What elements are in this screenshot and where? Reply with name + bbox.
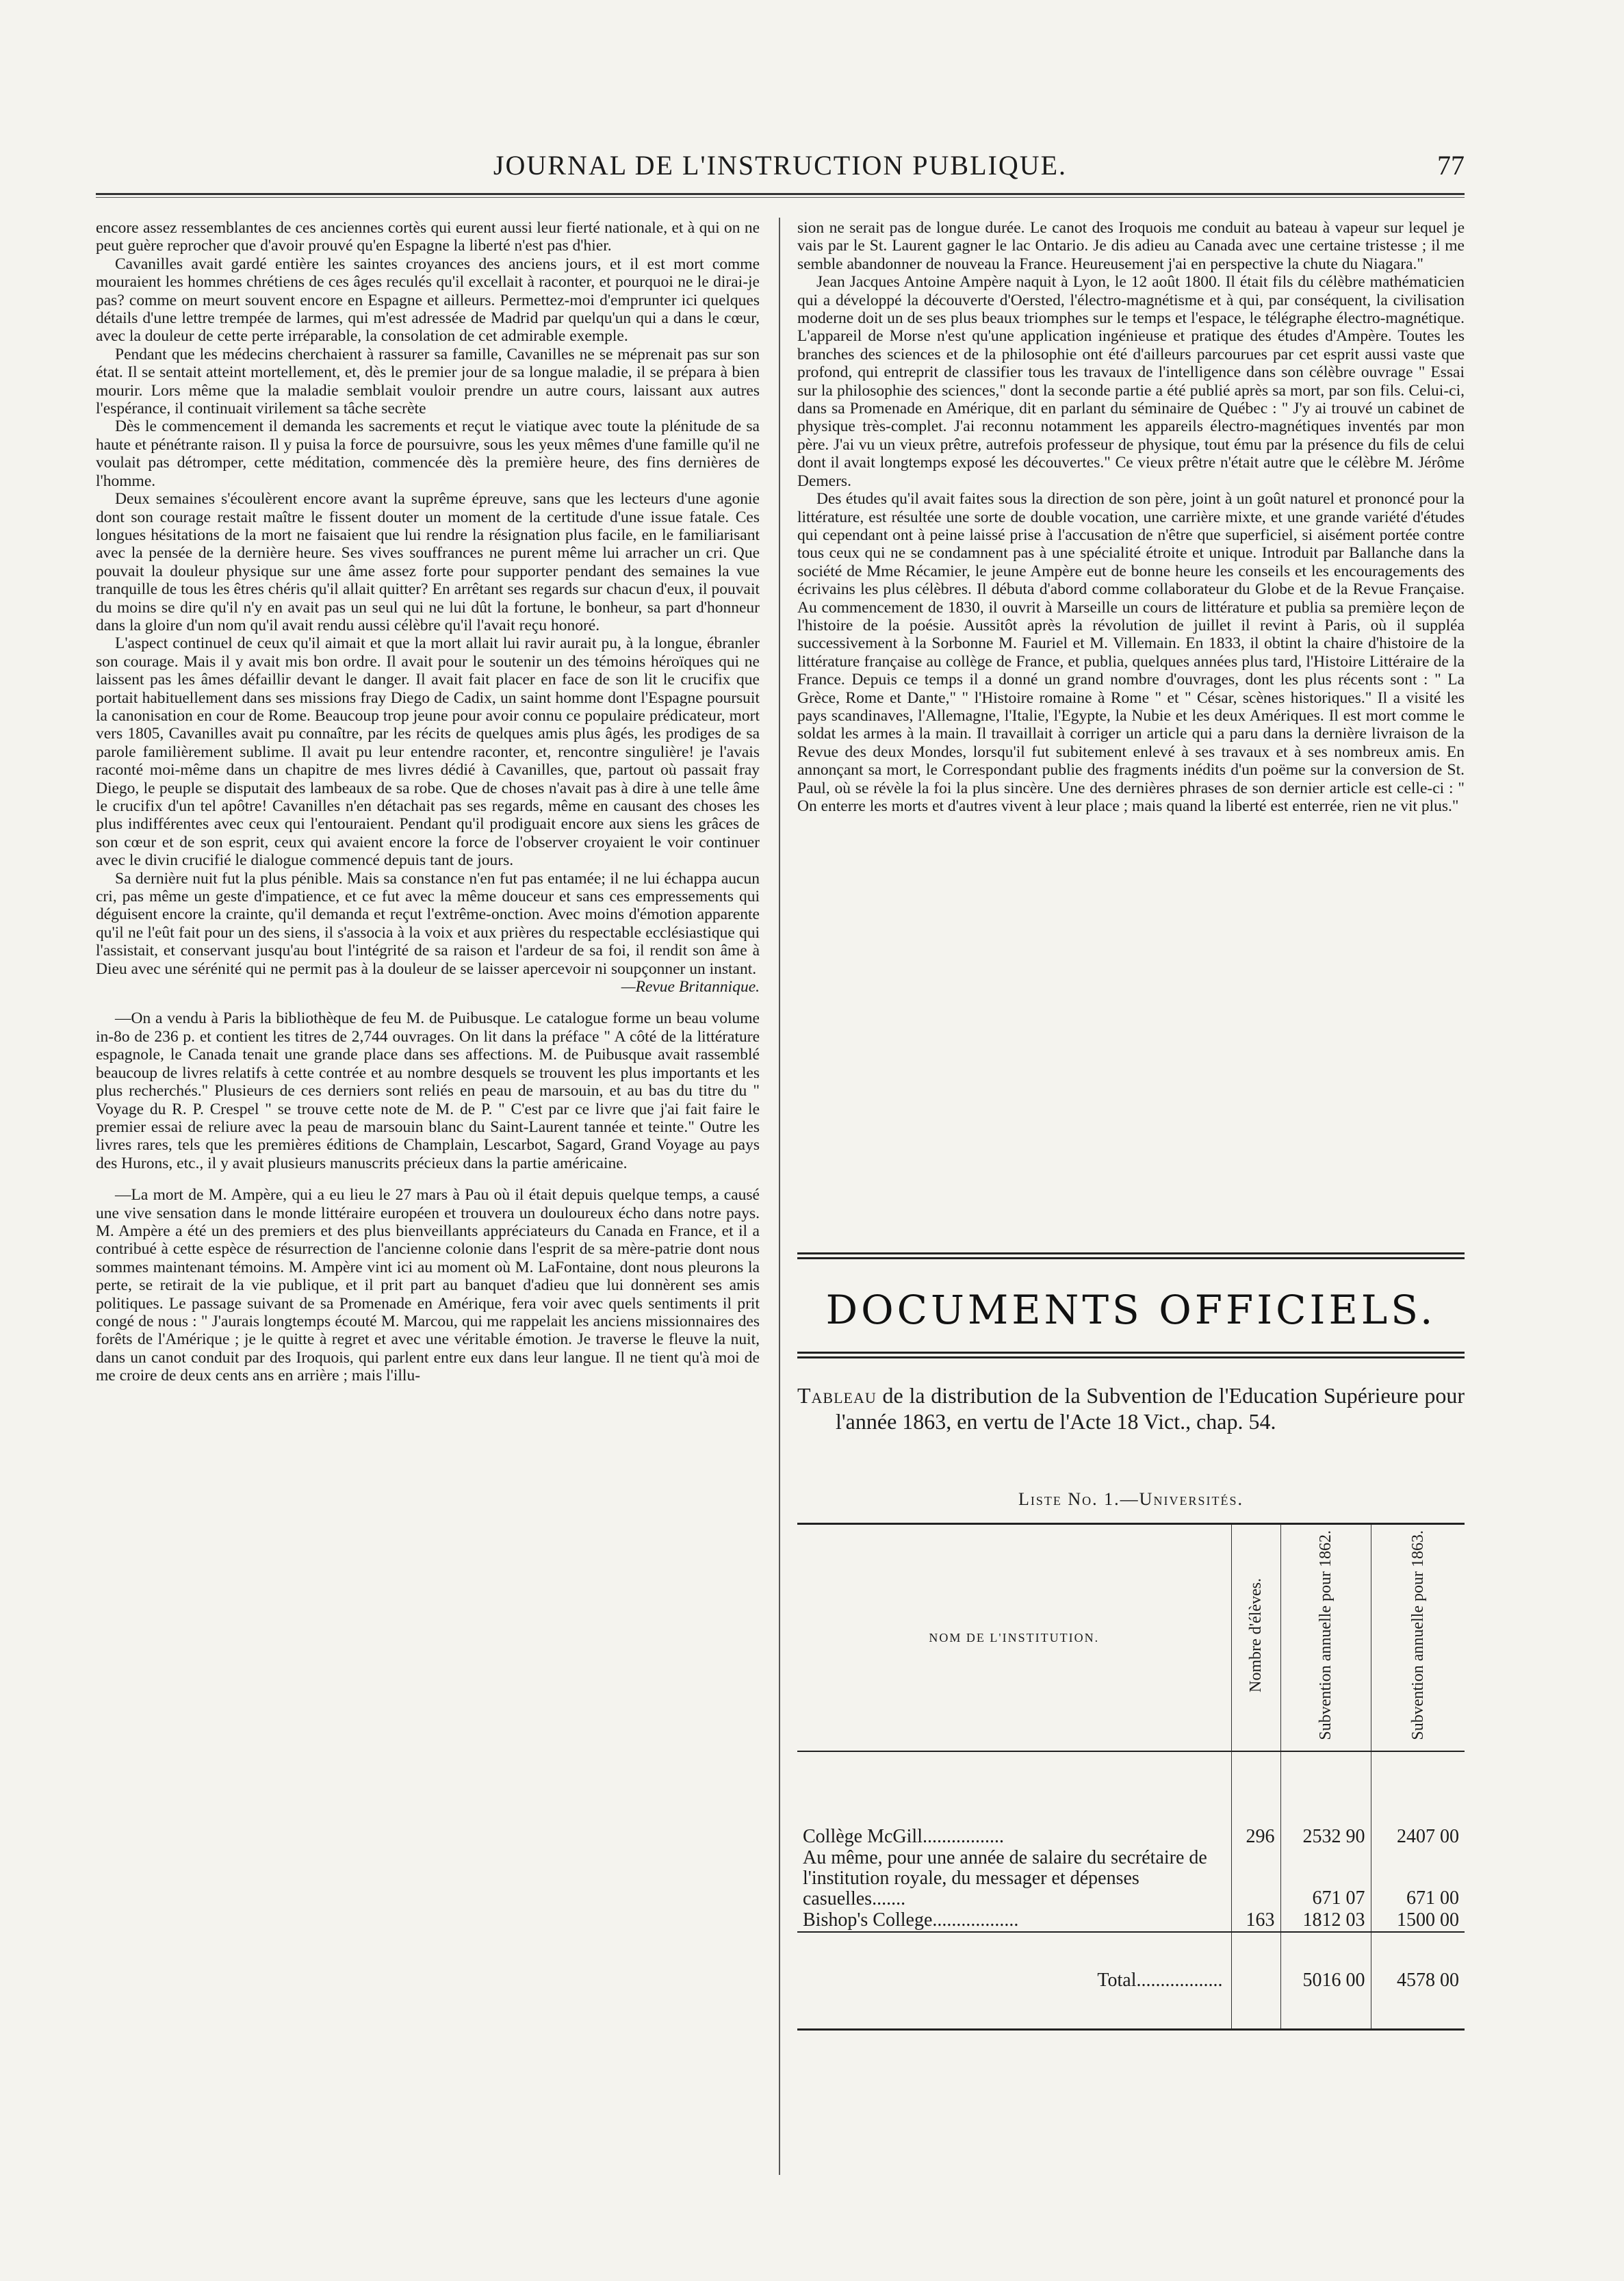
- caption-text: de la distribution de la Subvention de l'Education Supérieure pour l'année 1863, en vertu de l'Acte 18 Vict., chap. 54.: [836, 1383, 1465, 1434]
- total-1863: 4578 00: [1371, 1932, 1465, 2030]
- caption-lead: Tableau: [797, 1383, 877, 1408]
- column-header-1862: [1280, 1524, 1371, 1752]
- header-rule: [96, 193, 1465, 198]
- total-pupils: [1231, 1932, 1280, 2030]
- grant-1863: 671 00: [1371, 1848, 1465, 1909]
- table-spacer: [797, 1751, 1465, 1826]
- section-rule-bottom: [797, 1352, 1465, 1358]
- table-row: [797, 1909, 1465, 1932]
- pupils-count: [1231, 1848, 1280, 1909]
- column-header-pupils-text: Nombre d'élèves.: [1247, 1577, 1265, 1692]
- source-credit: [96, 978, 760, 996]
- paragraph: Cavanilles avait gardé entière les saintes croyances des anciens jours, et il est mort comme mouraient les hommes chrétiens de ces âges reculés qu'il excellait à raconter, et pourquoi ne le dirai-je pas? comme on meurt souvent encore en Espagne et ailleurs. Permettez-moi d'emprunter ici quelques détails d'une lettre trempée de larmes, qui m'est adressée de Madrid par quelqu'un qui a dans le cœur, avec la douleur de cette perte irréparable, la consolation de cet admirable exemple.: [96, 255, 760, 346]
- grant-1862: 1812 03: [1280, 1909, 1371, 1932]
- paragraph: Deux semaines s'écoulèrent encore avant la suprême épreuve, sans que les lecteurs d'une agonie dont son courage restait maître le fissent douter un moment de la certitude d'une issue fatale. Ces longues hésitations de la mort ne faisaient que lui rendre la résignation plus facile, en le familiarisant avec la pensée de la dernière heure. Ses vives souffrances ne purent même lui arracher un cri. Que pouvait la douleur physique sur une âme assez forte pour supporter pendant des semaines la vue tranquille de tous les êtres chéris qu'il allait quitter? En arrêtant ses regards sur chacun d'eux, il pouvait du moins se dire qu'il n'y en avait pas un seul qui ne lui dût la fortune, le bonheur, sa part d'honneur dans la gloire d'un nom qu'il avait rendu aussi célèbre qu'il l'avait reçu honoré.: [96, 490, 760, 634]
- grant-1863: 1500 00: [1371, 1909, 1465, 1932]
- running-head: [96, 145, 1465, 186]
- pupils-count: 163: [1231, 1909, 1280, 1932]
- grant-1862: 2532 90: [1280, 1826, 1371, 1848]
- table-caption: [797, 1382, 1465, 1434]
- column-divider: [779, 218, 780, 2175]
- paragraph: Pendant que les médecins cherchaient à rassurer sa famille, Cavanilles ne se méprenait pas sur son état. Il se sentait atteint mortellement, et, dès le premier jour de sa longue maladie, il se prépara à bien mourir. Lors même que la maladie semblait vouloir prendre un autre cours, laissant aux autres l'espérance, il continuait virilement sa tâche secrète: [96, 345, 760, 418]
- paragraph: —La mort de M. Ampère, qui a eu lieu le 27 mars à Pau où il était depuis quelque temps, a causé une vive sensation dans le monde littéraire européen et trouvera un douloureux écho dans notre pays. M. Ampère a été un des premiers et des plus bienveillants appréciateurs du Canada en France, et il a contribué à cette espèce de résurrection de l'ancienne colonie dans l'esprit de sa mère-patrie dont nous sommes maintenant témoins. M. Ampère vint ici au moment où M. LaFontaine, dont nous pleurons la perte, se retirait de la vie publique, et il prit part au banquet d'adieu que lui donnèrent ses amis politiques. Le passage suivant de sa Promenade en Amérique, fera voir avec quels sentiments il prit congé de nous : " J'aurais longtemps écouté M. Marcou, qui me rappelait les anciens missionnaires des forêts de l'Amérique ; je le quitte à regret et avec une véritable émotion. Je traverse le fleuve la nuit, dans un canot conduit par des Iroquois, qui parlent entre eux dans leur langue. Il ne tient qu'à moi de me croire de deux cents ans en arrière ; mais l'illu-: [96, 1186, 760, 1385]
- column-header-institution: NOM DE L'INSTITUTION.: [797, 1524, 1231, 1752]
- column-header-1863: [1371, 1524, 1465, 1752]
- source-credit-text: —Revue Britannique.: [621, 978, 760, 996]
- section-title: DOCUMENTS OFFICIELS.: [825, 1287, 1436, 1333]
- grant-1863: 2407 00: [1371, 1826, 1465, 1848]
- page-number: 77: [1437, 150, 1465, 181]
- left-column: [96, 219, 760, 1385]
- right-column: [797, 219, 1465, 815]
- grant-table: [797, 1523, 1465, 2031]
- column-header-1862-text: Subvention annuelle pour 1862.: [1317, 1530, 1335, 1740]
- paragraph: Dès le commencement il demanda les sacrements et reçut le viatique avec toute la plénitude de sa haute et pénétrante raison. Il y puisa la force de poursuivre, sous les yeux mêmes d'une famille qu'il ne voulait pas détromper, cette méditation, commencée dès la première heure, des fins dernières de l'homme.: [96, 417, 760, 490]
- institution-name: Collège McGill.................: [803, 1826, 1004, 1847]
- table-header-row: [797, 1524, 1465, 1752]
- paragraph: encore assez ressemblantes de ces anciennes cortès qui eurent aussi leur fierté nationale, et à qui on ne peut guère reprocher que d'avoir prouvé qu'en Espagne la liberté n'est pas d'hier.: [96, 219, 760, 255]
- grant-1862: 671 07: [1280, 1848, 1371, 1909]
- column-header-1863-text: Subvention annuelle pour 1863.: [1408, 1530, 1427, 1740]
- total-label: Total..................: [797, 1932, 1231, 2030]
- column-header-pupils: [1231, 1524, 1280, 1752]
- paragraph: —On a vendu à Paris la bibliothèque de feu M. de Puibusque. Le catalogue forme un beau volume in-8o de 236 p. et contient les titres de 2,744 ouvrages. On lit dans la préface " A côté de la littérature espagnole, le Canada tenait une grande place dans ses affections. M. de Puibusque avait rassemblé beaucoup de livres relatifs à cette contrée et au nombre desquels se trouvent les plus importants et les plus recherchés." Plusieurs de ces derniers sont reliés en peau de marsouin, et au bas du titre du " Voyage du R. P. Crespel " se trouve cette note de M. de P. " C'est par ce livre que j'ai fait faire le premier essai de reliure avec la peau de marsouin blanc du Saint-Laurent tannée et teinte." Outre les livres rares, tels que les premières éditions de Champlain, Lescarbot, Sagard, Grand Voyage au pays des Hurons, etc., il y avait plusieurs manuscrits précieux dans la partie américaine.: [96, 1009, 760, 1172]
- institution-name: Au même, pour une année de salaire du secrétaire de l'institution royale, du messager et dépenses casuelles.......: [803, 1847, 1207, 1909]
- journal-title: JOURNAL DE L'INSTRUCTION PUBLIQUE.: [493, 150, 1068, 181]
- table-total-row: [797, 1932, 1465, 2030]
- paragraph: L'aspect continuel de ceux qu'il aimait et que la mort allait lui ravir aurait pu, à la longue, ébranler son courage. Mais il y avait mis bon ordre. Il avait pour le soutenir un des témoins héroïques qui ne laissent pas les âmes défaillir devant le danger. Il avait fait placer en face de son lit le crucifix que portait habituellement dans ses missions fray Diego de Cadix, un saint homme dont l'Espagne poursuit la canonisation en cour de Rome. Beaucoup trop jeune pour avoir connu ce populaire prédicateur, mort vers 1805, Cavanilles avait pu connaître, par les récits de quelques amis plus âgés, les prodiges de sa parole familièrement sublime. Il avait pu leur entendre raconter, et, rencontre singulière! je l'avais raconté moi-même dans un chapitre de mes livres dédié à Cavanilles, que, partout où passait fray Diego, le peuple se disputait des lambeaux de sa robe. Que de choses n'avait pas à dire à une telle âme le crucifix d'un tel apôtre! Cavanilles n'en détachait pas ses regards, même en causant des choses les plus indifférentes avec ceux qui l'entouraient. Pendant qu'il prodiguait encore aux siens les grâces de son cœur et de son esprit, ceux qui avaient encore la force de l'observer croyaient le voir continuer avec le divin crucifié le dialogue commencé depuis tant de jours.: [96, 634, 760, 870]
- table-row: [797, 1848, 1465, 1909]
- paragraph: Jean Jacques Antoine Ampère naquit à Lyon, le 12 août 1800. Il était fils du célèbre mathématicien qui a développé la découverte d'Oersted, l'électro-magnétisme et à qui, par conséquent, la civilisation moderne doit un de ses plus beaux triomphes sur le temps et l'espace, le télégraphe électro-magnétique. L'appareil de Morse n'est qu'une application ingénieuse et pratique des études d'Ampère. Toutes les branches des sciences et de la philosophie ont été d'ailleurs parcourues par cet esprit aussi vaste que profond, qui entreprit de classifier tous les travaux de l'intelligence dans son célèbre ouvrage " Essai sur la philosophie des sciences," dont la seconde partie a été publié après sa mort, par son fils. Celui-ci, dans sa Promenade en Amérique, dit en parlant du séminaire de Québec : " J'y ai trouvé un cabinet de physique très-complet. J'ai reconnu notamment les appareils électro-magnétiques inventés par mon père. J'ai vu un vieux prêtre, autrefois professeur de physique, tout ému par la présence du fils de celui dont il avait longtemps exposé les découvertes." Ce vieux prêtre n'était autre que le célèbre M. Jérôme Demers.: [797, 273, 1465, 490]
- section-rule-top: [797, 1252, 1465, 1259]
- total-1862: 5016 00: [1280, 1932, 1371, 2030]
- pupils-count: 296: [1231, 1826, 1280, 1848]
- table-row: [797, 1826, 1465, 1848]
- institution-name: Bishop's College..................: [803, 1909, 1019, 1931]
- paragraph: Sa dernière nuit fut la plus pénible. Mais sa constance n'en fut pas entamée; il ne lui échappa aucun cri, pas même un geste d'impatience, et ce fut avec la même douceur et sans ces empressements qui déguisent encore la crainte, qu'il demanda et reçut l'extrême-onction. Avec moins d'émotion apparente qu'il ne l'eût fait pour un des siens, il s'associa à la voix et aux prières du respectable ecclésiastique qui l'assistait, et conservant jusqu'au bout l'intégrité de sa raison et l'ardeur de sa foi, il rendit son âme à Dieu avec une sérénité qui ne permit pas à la douleur de se laisser apercevoir ni soupçonner un instant.: [96, 869, 760, 978]
- list-heading: Liste No. 1.—Universités.: [1018, 1489, 1243, 1509]
- paragraph: Des études qu'il avait faites sous la direction de son père, joint à un goût naturel et prononcé pour la littérature, est résultée une sorte de double vocation, une carrière mixte, et une grande variété d'études qui cependant ont à peine laissé prise à l'accusation de n'être que superficiel, si aisément portée contre tous ceux qui ne se condamnent pas à une spécialité étroite et unique. Introduit par Ballanche dans la société de Mme Récamier, le jeune Ampère eut de bonne heure les conseils et les encouragements des écrivains les plus célèbres. Il débuta d'abord comme collaborateur du Globe et de la Revue Française. Au commencement de 1830, il ouvrit à Marseille un cours de littérature et publia sa première leçon de l'histoire de la poésie. Aussitôt après la révolution de juillet il revint à Paris, où il suppléa successivement à la Sorbonne M. Fauriel et M. Villemain. En 1833, il obtint la chaire d'histoire de la littérature française au collège de France, et publia, quelques années plus tard, l'Histoire Littéraire de la France. Depuis ce temps il a donné un grand nombre d'ouvrages, dont les plus récents sont : " La Grèce, Rome et Dante," " l'Histoire romaine à Rome " et " César, scènes historiques." Il a visité les pays scandinaves, l'Allemagne, l'Italie, l'Egypte, la Nubie et les deux Amériques. Il est mort comme le soldat les armes à la main. Il travaillait à corriger un article qui a paru dans la dernière livraison de la Revue des deux Mondes, lorsqu'il fut subitement enlevé à ses travaux et à ses nombreux amis. En annonçant sa mort, le Correspondant publie des fragments inédits d'un poëme sur la conversion de St. Paul, où se révèle la foi la plus sincère. Une des dernières phrases de son dernier article est celle-ci : " On enterre les morts et d'autres vivent à leur place ; mais quand la liberté est enterrée, rien ne vit plus.": [797, 490, 1465, 815]
- paragraph: sion ne serait pas de longue durée. Le canot des Iroquois me conduit au bateau à vapeur sur lequel je vais par le St. Laurent gagner le lac Ontario. Je dis adieu au Canada avec une certaine tristesse ; il me semble abandonner de nouveau la France. Heureusement j'ai en perspective la chute du Niagara.": [797, 219, 1465, 273]
